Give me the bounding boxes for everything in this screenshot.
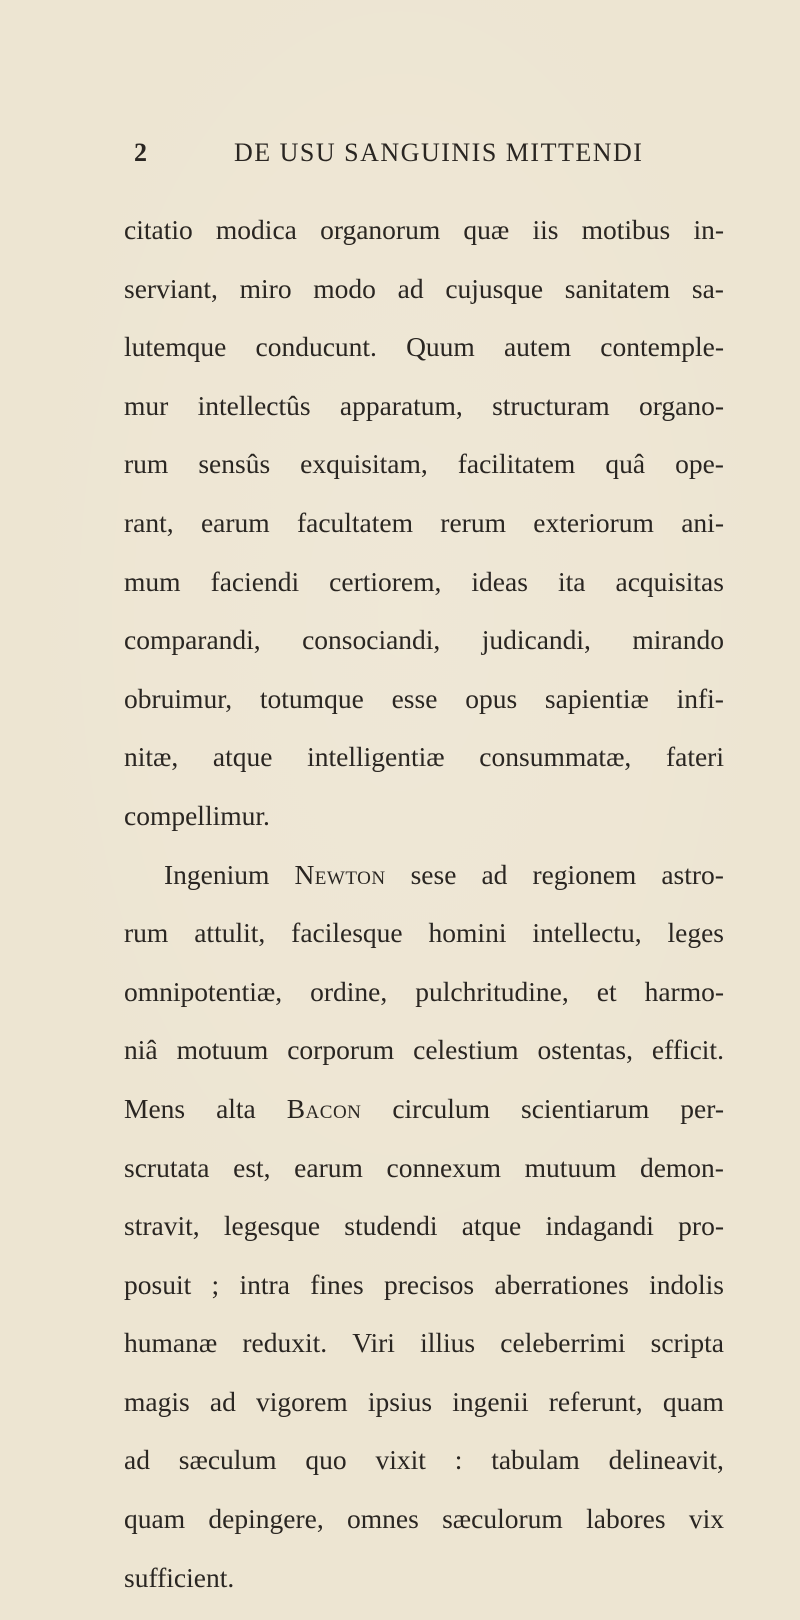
word: exquisitam, <box>300 448 428 480</box>
word: esse <box>391 682 438 714</box>
word: sanitatem <box>564 272 671 304</box>
word: ideas <box>471 565 528 597</box>
word: nitæ, <box>124 741 179 773</box>
word: quâ <box>605 448 646 480</box>
word: faciendi <box>210 565 300 597</box>
text-line <box>124 624 724 683</box>
word: modica <box>215 214 297 245</box>
word: delineavit, <box>608 1444 724 1476</box>
word: tabulam <box>491 1444 580 1476</box>
word: leges <box>667 917 724 949</box>
word: obruimur, <box>124 682 233 714</box>
word: structuram <box>492 389 610 421</box>
word: sapientiæ <box>544 682 649 714</box>
word: referunt, <box>548 1385 643 1417</box>
word: quo <box>305 1444 347 1476</box>
word: sese <box>410 858 457 890</box>
word: apparatum, <box>339 389 463 421</box>
word: efficit. <box>651 1034 724 1066</box>
word: sensûs <box>198 448 271 480</box>
text-line <box>124 273 724 332</box>
word: ad <box>397 272 424 304</box>
text-line <box>124 331 724 390</box>
word: omnes <box>347 1503 419 1535</box>
word: vixit <box>375 1444 426 1476</box>
text-line <box>124 683 724 742</box>
word: Ingenium <box>164 858 270 890</box>
word: certiorem, <box>329 565 442 597</box>
word: judicandi, <box>481 624 591 656</box>
text-line <box>124 390 724 449</box>
text-line <box>124 1444 724 1503</box>
word: motuum <box>176 1034 269 1066</box>
word: alta <box>216 1092 256 1124</box>
word: quam <box>124 1503 186 1535</box>
word: compellimur. <box>124 799 270 831</box>
word: Newton <box>294 858 386 890</box>
text-line <box>124 1269 724 1328</box>
word: rum <box>124 448 169 480</box>
running-head: DE USU SANGUINIS MITTENDI <box>234 138 644 167</box>
word: niâ <box>124 1034 158 1066</box>
word: sa- <box>691 272 724 304</box>
word: consociandi, <box>302 624 441 656</box>
word: citatio <box>124 214 193 245</box>
word: ad <box>209 1385 236 1417</box>
word: rum <box>124 917 169 949</box>
text-line <box>124 1327 724 1386</box>
word: est, <box>233 1151 271 1183</box>
text-line <box>124 800 724 859</box>
word: labores <box>586 1503 666 1535</box>
text-line <box>124 214 724 273</box>
word: ostentas, <box>537 1034 633 1066</box>
word: omnipotentiæ, <box>124 975 283 1007</box>
word: atque <box>461 1210 522 1242</box>
word: studendi <box>344 1210 438 1242</box>
word: iis <box>532 214 559 245</box>
word: quæ <box>463 214 510 245</box>
word: totumque <box>259 682 364 714</box>
word: modo <box>313 272 376 304</box>
word: rant, <box>124 506 174 538</box>
word: scientiarum <box>521 1092 650 1124</box>
word: comparandi, <box>124 624 261 656</box>
word: lutemque <box>124 331 227 363</box>
text-line <box>124 976 724 1035</box>
word: pro- <box>678 1210 724 1242</box>
word: indolis <box>649 1268 724 1300</box>
word: pulchritudine, <box>415 975 569 1007</box>
word: sæculum <box>178 1444 277 1476</box>
word: celeberrimi <box>500 1327 626 1359</box>
word: depingere, <box>208 1503 324 1535</box>
word: celestium <box>413 1034 519 1066</box>
text-line <box>124 1562 724 1620</box>
word: Quum <box>406 331 475 363</box>
word: sæculorum <box>442 1503 563 1535</box>
body-text <box>124 214 724 1620</box>
text-line <box>124 1034 724 1093</box>
word: ita <box>557 565 586 597</box>
text-line <box>124 741 724 800</box>
word: intellectûs <box>197 389 311 421</box>
word: ipsius <box>367 1385 433 1417</box>
page-number: 2 <box>134 138 149 167</box>
word: earum <box>294 1151 363 1183</box>
text-line <box>124 1386 724 1445</box>
text-line <box>124 507 724 566</box>
word: rerum <box>440 506 506 538</box>
word: astro- <box>661 858 724 890</box>
word: miro <box>239 272 292 304</box>
word: mutuum <box>524 1151 617 1183</box>
word: illius <box>420 1327 476 1359</box>
word: contemple- <box>600 331 724 363</box>
word: reduxit. <box>242 1327 328 1359</box>
text-line <box>124 859 724 918</box>
word: mirando <box>632 624 724 656</box>
word: infi- <box>676 682 724 714</box>
word: opus <box>465 682 518 714</box>
text-line <box>124 566 724 625</box>
text-line <box>124 1210 724 1269</box>
word: scripta <box>650 1327 724 1359</box>
word: scrutata <box>124 1151 210 1183</box>
word: precisos <box>384 1268 475 1300</box>
word: indagandi <box>545 1210 654 1242</box>
word: posuit <box>124 1268 192 1300</box>
word: Bacon <box>286 1092 362 1124</box>
word: ad <box>124 1444 150 1476</box>
word: magis <box>124 1385 190 1417</box>
word: ad <box>481 858 508 890</box>
page-header <box>134 138 674 178</box>
text-line <box>124 448 724 507</box>
word: motibus <box>581 214 671 245</box>
word: cujusque <box>445 272 544 304</box>
word: fateri <box>665 741 724 773</box>
word: intellectu, <box>532 917 642 949</box>
word: Mens <box>124 1092 186 1124</box>
word: harmo- <box>644 975 724 1007</box>
word: attulit, <box>194 917 266 949</box>
word: per- <box>680 1092 724 1124</box>
word: autem <box>503 331 572 363</box>
word: aberrationes <box>494 1268 629 1300</box>
word: earum <box>200 506 270 538</box>
word: ani- <box>681 506 724 538</box>
word: legesque <box>223 1210 321 1242</box>
word: fines <box>310 1268 364 1300</box>
word: vix <box>688 1503 724 1535</box>
word: circulum <box>392 1092 491 1124</box>
word: ope- <box>675 448 724 480</box>
word: ; <box>211 1268 220 1300</box>
word: facilesque <box>291 917 403 949</box>
text-line <box>124 917 724 976</box>
word: connexum <box>386 1151 502 1183</box>
word: acquisitas <box>615 565 724 597</box>
word: serviant, <box>124 272 218 304</box>
word: homini <box>428 917 507 949</box>
word: intra <box>239 1268 290 1300</box>
word: humanæ <box>124 1327 218 1359</box>
word: Viri <box>352 1327 395 1359</box>
text-line <box>124 1503 724 1562</box>
word: exteriorum <box>533 506 654 538</box>
word: mum <box>124 565 181 597</box>
word: quam <box>662 1385 724 1417</box>
word: atque <box>212 741 273 773</box>
word: intelligentiæ <box>307 741 445 773</box>
word: facilitatem <box>457 448 576 480</box>
word: regionem <box>532 858 637 890</box>
word: ingenii <box>452 1385 529 1417</box>
text-line <box>124 1093 724 1152</box>
word: consummatæ, <box>479 741 632 773</box>
word: demon- <box>639 1151 724 1183</box>
word: sufficient. <box>124 1561 235 1593</box>
word: conducunt. <box>255 331 377 363</box>
word: organo- <box>638 389 724 421</box>
word: ordine, <box>310 975 388 1007</box>
word: mur <box>124 389 169 421</box>
word: : <box>454 1444 463 1476</box>
word: organorum <box>320 214 441 245</box>
word: facultatem <box>296 506 413 538</box>
word: et <box>596 975 617 1007</box>
word: vigorem <box>256 1385 348 1417</box>
word: in- <box>693 214 724 245</box>
text-line <box>124 1152 724 1211</box>
word: corporum <box>287 1034 395 1066</box>
word: stravit, <box>124 1210 200 1242</box>
